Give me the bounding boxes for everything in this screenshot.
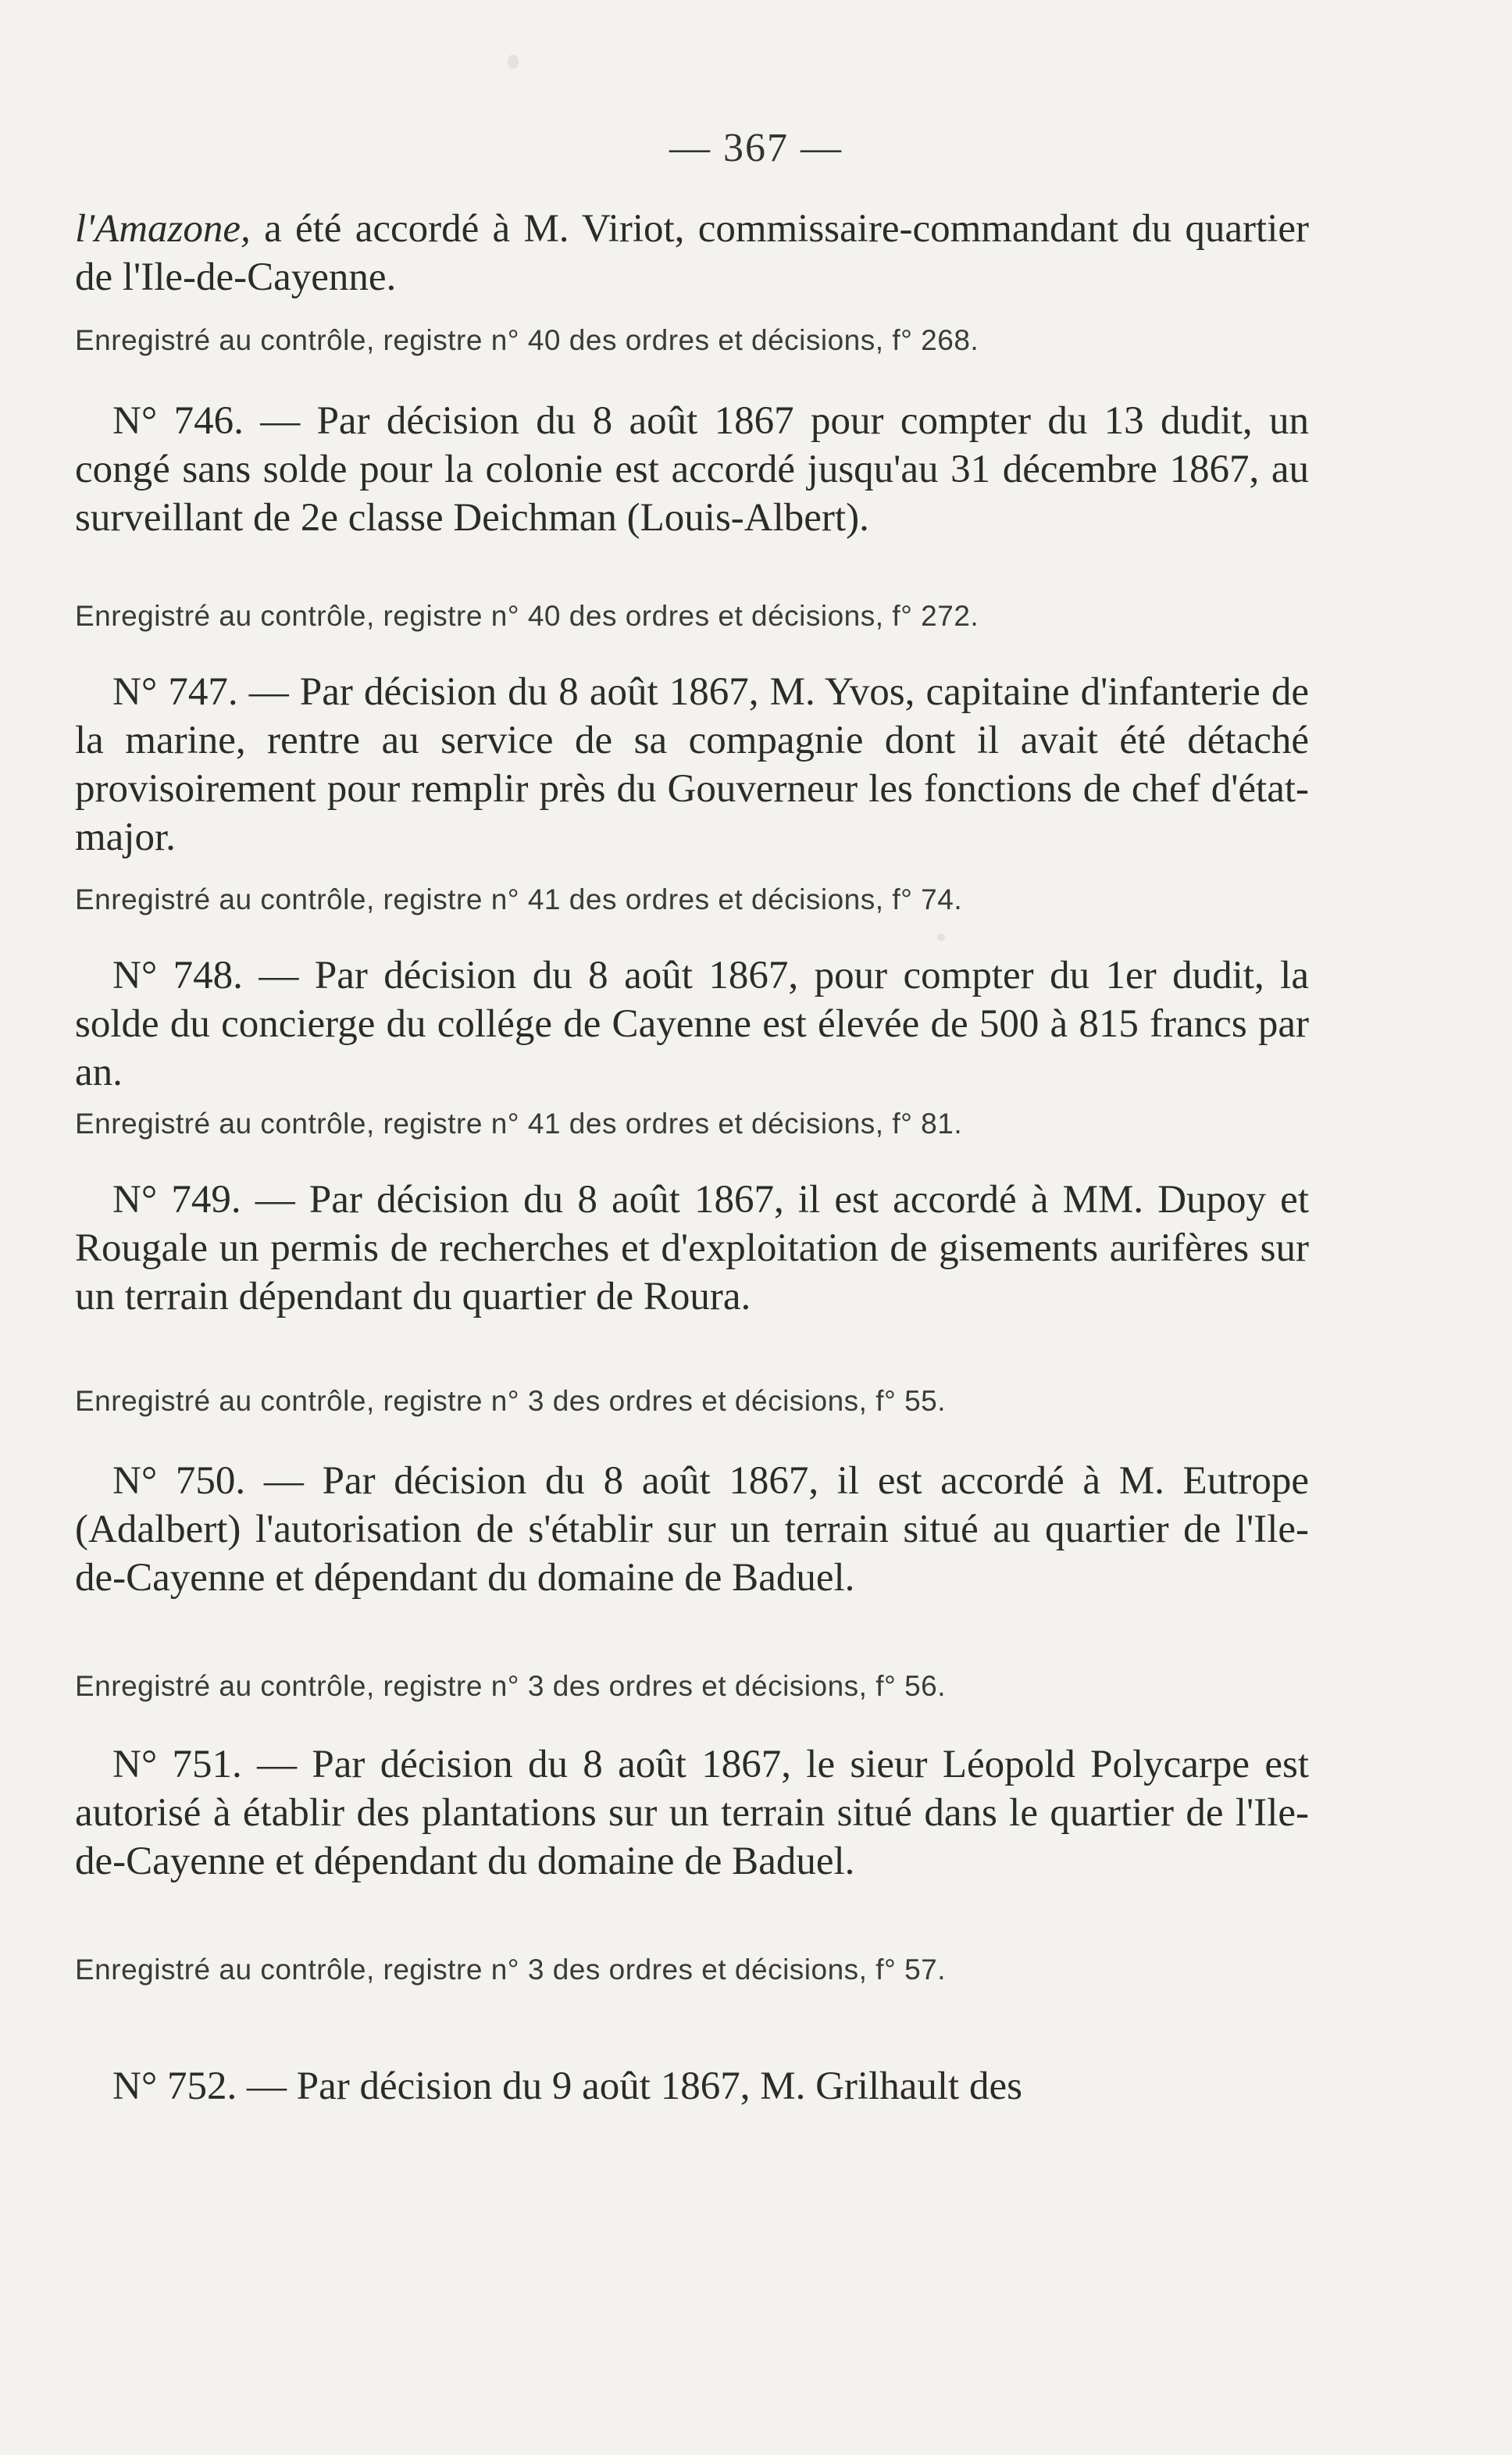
entry-block bbox=[75, 205, 1309, 302]
entry-block bbox=[75, 1457, 1309, 1602]
registry-text: Enregistré au contrôle, registre n° 40 des ordres et décisions, f° 268. bbox=[75, 324, 979, 356]
registry-note bbox=[75, 322, 1309, 359]
registry-text: Enregistré au contrôle, registre n° 40 des ordres et décisions, f° 272. bbox=[75, 600, 979, 632]
entry-body: N° 750. — Par décision du 8 août 1867, il est accordé à M. Eutrope (Adalbert) l'autorisation de s'établir sur un terrain situé au quartier de l'Ile-de-Cayenne et dépendant du domaine de Baduel. bbox=[75, 1459, 1309, 1600]
entry-body: N° 751. — Par décision du 8 août 1867, le sieur Léopold Polycarpe est autorisé à établir des plantations sur un terrain situé dans le quartier de l'Ile-de-Cayenne et dépendant du domaine de Baduel. bbox=[75, 1743, 1309, 1883]
registry-note bbox=[75, 1951, 1309, 1989]
entry-block bbox=[75, 397, 1309, 542]
entry-block bbox=[75, 951, 1309, 1097]
entry-block bbox=[75, 668, 1309, 862]
entry-body: N° 746. — Par décision du 8 août 1867 pour compter du 13 dudit, un congé sans solde pour la colonie est accordé jusqu'au 31 décembre 1867, au surveillant de 2e classe Deichman (Louis-Albert). bbox=[75, 399, 1309, 540]
entry-text bbox=[75, 1176, 1309, 1321]
entry-text bbox=[75, 2062, 1309, 2111]
registry-text: Enregistré au contrôle, registre n° 3 des ordres et décisions, f° 56. bbox=[75, 1670, 947, 1702]
entry-block bbox=[75, 1740, 1309, 1886]
registry-text: Enregistré au contrôle, registre n° 3 des ordres et décisions, f° 57. bbox=[75, 1954, 947, 1986]
entry-text bbox=[75, 205, 1309, 302]
paper-stain bbox=[937, 933, 945, 941]
registry-note bbox=[75, 1383, 1309, 1420]
entry-body: N° 747. — Par décision du 8 août 1867, M. Yvos, capitaine d'infanterie de la marine, rentre au service de sa compagnie dont il avait été détaché provisoirement pour remplir près du Gouverneur les fonctions de chef d'état-major. bbox=[75, 670, 1309, 859]
entry-text bbox=[75, 397, 1309, 542]
entry-block bbox=[75, 1176, 1309, 1321]
entry-body: a été accordé à M. Viriot, commissaire-commandant du quartier de l'Ile-de-Cayenne. bbox=[75, 207, 1309, 299]
entry-block bbox=[75, 2062, 1309, 2111]
entry-text bbox=[75, 1740, 1309, 1886]
entry-body: N° 749. — Par décision du 8 août 1867, il est accordé à MM. Dupoy et Rougale un permis de recherches et d'exploitation de gisements aurifères sur un terrain dépendant du quartier de Roura. bbox=[75, 1178, 1309, 1318]
ship-name: l'Amazone, bbox=[75, 207, 251, 251]
registry-note bbox=[75, 1105, 1309, 1143]
registry-note bbox=[75, 598, 1309, 635]
registry-text: Enregistré au contrôle, registre n° 3 des ordres et décisions, f° 55. bbox=[75, 1385, 947, 1417]
entry-text bbox=[75, 951, 1309, 1097]
page-number: — 367 — bbox=[669, 126, 843, 170]
entry-text bbox=[75, 668, 1309, 862]
registry-text: Enregistré au contrôle, registre n° 41 des ordres et décisions, f° 74. bbox=[75, 883, 963, 915]
entry-text bbox=[75, 1457, 1309, 1602]
entry-body: N° 752. — Par décision du 9 août 1867, M. Grilhault des bbox=[112, 2064, 1022, 2108]
paper-stain bbox=[508, 55, 519, 69]
registry-note bbox=[75, 1668, 1309, 1705]
registry-text: Enregistré au contrôle, registre n° 41 des ordres et décisions, f° 81. bbox=[75, 1108, 963, 1140]
registry-note bbox=[75, 881, 1309, 919]
entry-body: N° 748. — Par décision du 8 août 1867, pour compter du 1er dudit, la solde du concierge du collége de Cayenne est élevée de 500 à 815 francs par an. bbox=[75, 954, 1309, 1094]
